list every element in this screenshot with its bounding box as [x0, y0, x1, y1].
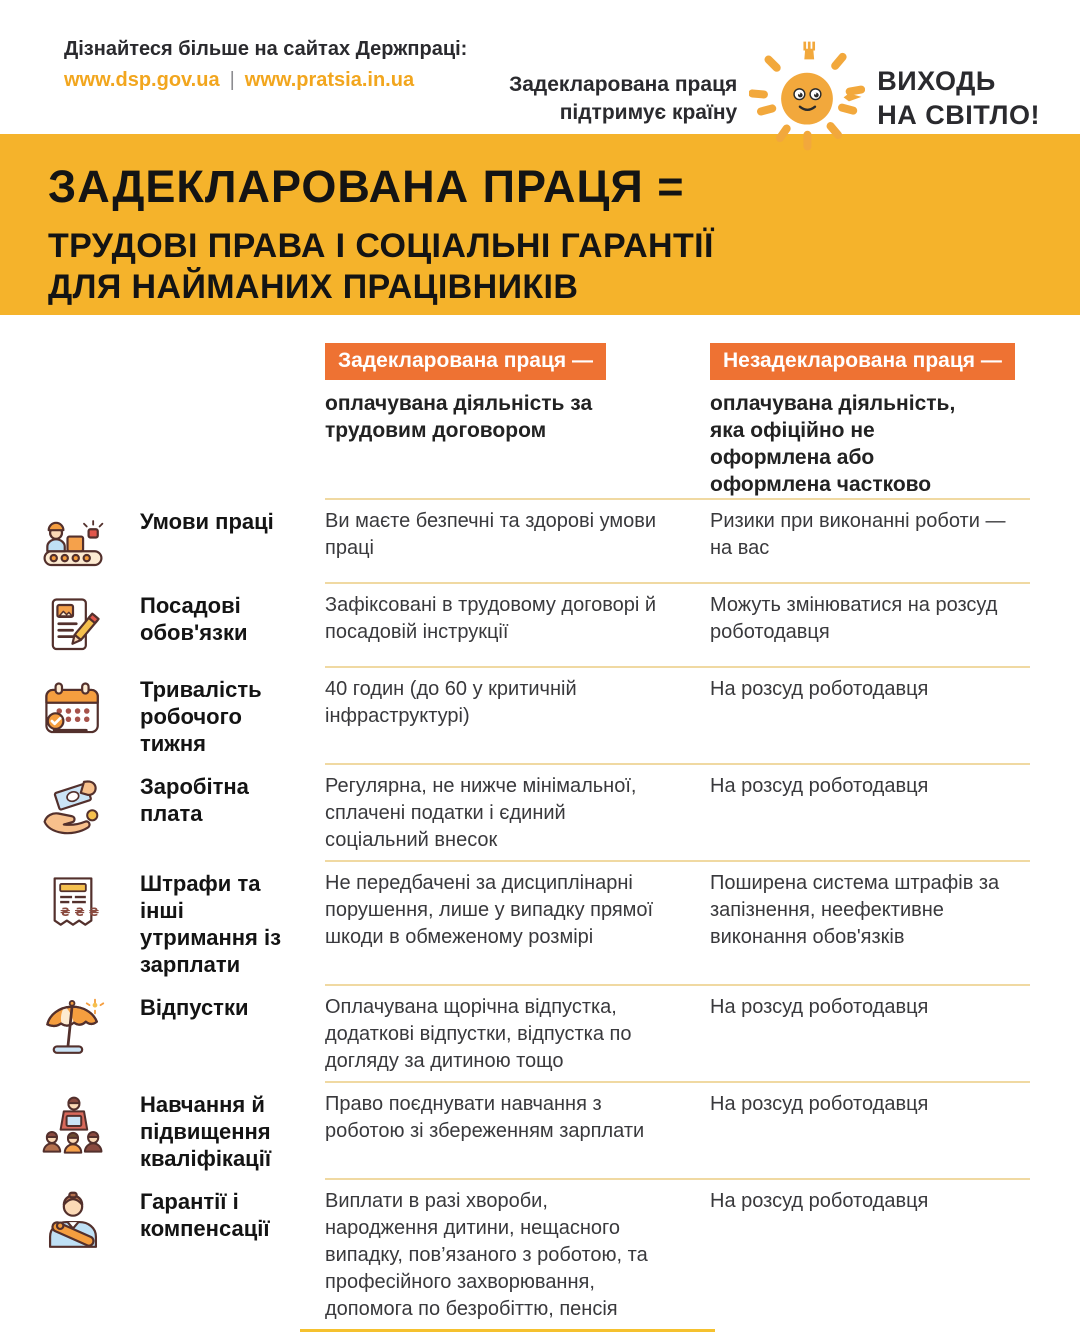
work-conditions-icon: [40, 508, 140, 576]
row-label: Посадові обов'язки: [140, 593, 248, 645]
salary-icon: [40, 773, 140, 854]
guarantees-icon: [40, 1188, 140, 1323]
working-week-icon: [40, 676, 140, 757]
declared-column-header: [325, 343, 710, 498]
table-row: [40, 582, 1080, 666]
row-label: Умови праці: [140, 509, 274, 534]
row-divider: [325, 1178, 1030, 1180]
undeclared-header-badge: Незадекларована праця —: [710, 343, 1015, 380]
undeclared-cell: На розсуд роботодавця: [710, 996, 929, 1018]
info-label: Дізнайтеся більше на сайтах Держпраці:: [64, 38, 468, 60]
table-row: [40, 1178, 1080, 1329]
row-label: Заробітна плата: [140, 774, 249, 826]
undeclared-header-description: оплачувана діяльність, яка офіційно не оформлена або оформлена частково: [710, 392, 956, 496]
declared-cell: Виплати в разі хвороби, народження дитини, нещасного випадку, пов’язаного з роботою, та професійного захворювання, допомога по безробіттю, пенсія: [325, 1190, 648, 1320]
campaign-slogan: ВИХОДЬ НА СВІТЛО!: [877, 65, 1040, 130]
declared-cell: Ви маєте безпечні та здорові умови праці: [325, 510, 657, 559]
row-divider: [325, 666, 1030, 668]
undeclared-cell: На розсуд роботодавця: [710, 1093, 929, 1115]
table-row: [40, 763, 1080, 860]
undeclared-cell: Можуть змінюватися на розсуд роботодавця: [710, 594, 998, 643]
declared-cell: Не передбачені за дисциплінарні порушення, лише у випадку прямої шкоди в обмеженому розмірі: [325, 872, 654, 948]
undeclared-column-header: [710, 343, 1030, 498]
declared-cell: Оплачувана щорічна відпустка, додаткові відпустки, відпустка по догляду за дитиною тощо: [325, 996, 632, 1072]
comparison-table: [0, 315, 1080, 1329]
row-divider: [325, 860, 1030, 862]
row-divider: [325, 582, 1030, 584]
row-divider: [325, 763, 1030, 765]
vacation-icon: [40, 994, 140, 1075]
declared-header-description: оплачувана діяльність за трудовим договором: [325, 392, 593, 442]
pratsia-link[interactable]: www.pratsia.in.ua: [244, 69, 415, 91]
link-separator: |: [229, 69, 235, 91]
table-row: [40, 984, 1080, 1081]
row-divider: [325, 1081, 1030, 1083]
training-icon: [40, 1091, 140, 1172]
page-title-line2: ТРУДОВІ ПРАВА І СОЦІАЛЬНІ ГАРАНТІЇ: [48, 227, 714, 265]
page-title-line3: ДЛЯ НАЙМАНИХ ПРАЦІВНИКІВ: [48, 267, 579, 306]
page-title-line1: ЗАДЕКЛАРОВАНА ПРАЦЯ =: [48, 161, 685, 212]
table-row: [40, 1081, 1080, 1178]
undeclared-cell: Поширена система штрафів за запізнення, неефективне виконання обов'язків: [710, 872, 1000, 948]
svg-text:₴ ₴ ₴: ₴ ₴ ₴: [60, 905, 100, 919]
row-label: Відпустки: [140, 995, 249, 1020]
row-label: Тривалість робочого тижня: [140, 677, 262, 756]
campaign-tagline: Задекларована праця підтримує країну: [509, 72, 738, 124]
column-headers: [40, 343, 1080, 498]
row-divider: [325, 498, 1030, 500]
fines-icon: [40, 870, 140, 978]
declared-header-badge: Задекларована праця —: [325, 343, 606, 380]
table-row: [40, 666, 1080, 763]
dsp-link[interactable]: www.dsp.gov.ua: [64, 69, 220, 91]
title-banner: [0, 134, 1080, 315]
row-label: Штрафи та інші утримання із зарплати: [140, 871, 282, 977]
row-label: Гарантії і компенсації: [140, 1189, 270, 1241]
table-row: [40, 498, 1080, 582]
site-links: [64, 69, 467, 92]
campaign-brand: [509, 38, 1040, 159]
row-divider: [325, 984, 1030, 986]
undeclared-cell: На розсуд роботодавця: [710, 775, 929, 797]
top-bar: [0, 0, 1080, 134]
undeclared-cell: На розсуд роботодавця: [710, 1190, 929, 1212]
site-info: [64, 38, 467, 92]
declared-cell: Регулярна, не нижче мінімальної, сплачені податки і єдиний соціальний внесок: [325, 775, 637, 851]
table-row: [40, 860, 1080, 984]
declared-cell: 40 годин (до 60 у критичній інфраструктурі): [325, 678, 577, 727]
declared-cell: Право поєднувати навчання з роботою зі збереженням зарплати: [325, 1093, 645, 1142]
row-label: Навчання й підвищення кваліфікації: [140, 1092, 272, 1171]
sun-with-tools-logo-icon: [749, 38, 865, 159]
undeclared-cell: Ризики при виконанні роботи — на вас: [710, 510, 1006, 559]
undeclared-cell: На розсуд роботодавця: [710, 678, 929, 700]
declared-cell: Зафіксовані в трудовому договорі й посадовій інструкції: [325, 594, 657, 643]
job-duties-icon: [40, 592, 140, 660]
